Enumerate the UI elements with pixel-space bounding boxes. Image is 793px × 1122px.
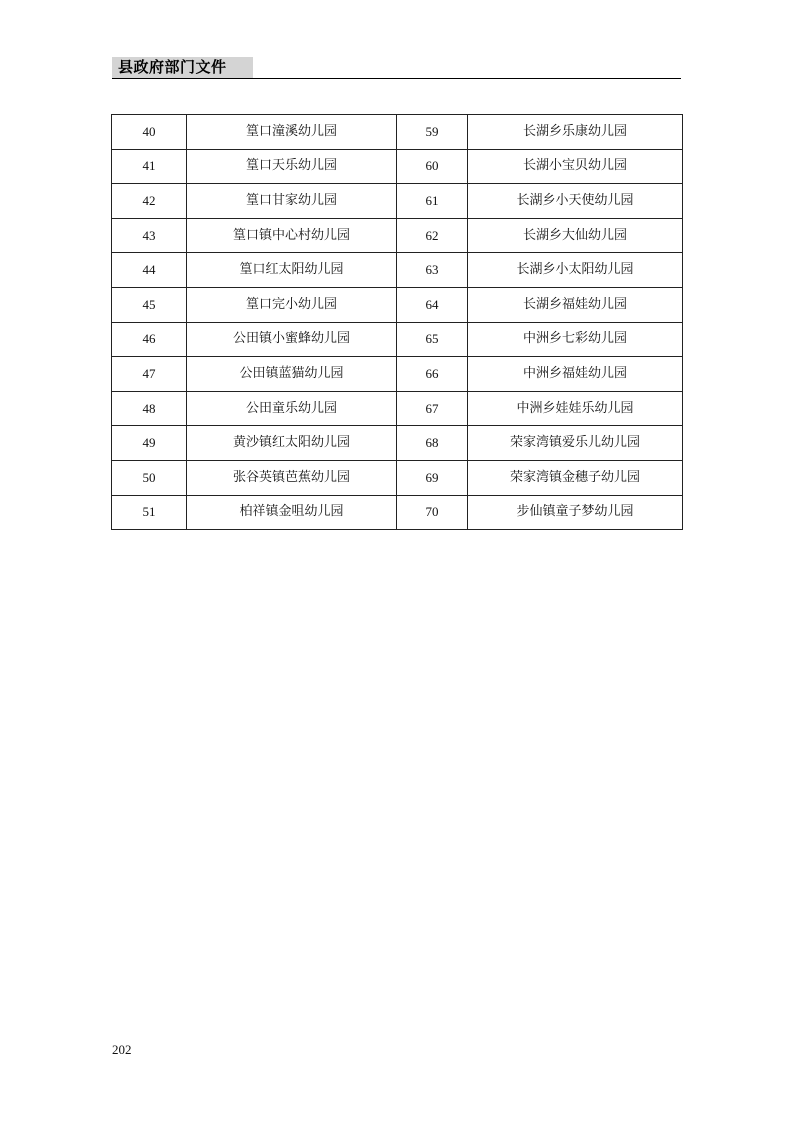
row-number-cell: 60 [397, 149, 468, 184]
kindergarten-name-cell: 篁口天乐幼儿园 [187, 149, 397, 184]
row-number-cell: 68 [397, 426, 468, 461]
kindergarten-name-cell: 柏祥镇金咀幼儿园 [187, 495, 397, 530]
table-row [112, 426, 683, 461]
row-number-cell: 51 [112, 495, 187, 530]
kindergarten-name-cell: 长湖小宝贝幼儿园 [468, 149, 683, 184]
kindergarten-name-cell: 中洲乡娃娃乐幼儿园 [468, 391, 683, 426]
kindergarten-name-cell: 长湖乡大仙幼儿园 [468, 218, 683, 253]
table-row [112, 115, 683, 150]
kindergarten-name-cell: 中洲乡福娃幼儿园 [468, 357, 683, 392]
row-number-cell: 50 [112, 460, 187, 495]
kindergarten-name-cell: 公田童乐幼儿园 [187, 391, 397, 426]
kindergarten-name-cell: 长湖乡小太阳幼儿园 [468, 253, 683, 288]
row-number-cell: 70 [397, 495, 468, 530]
table-row [112, 357, 683, 392]
row-number-cell: 45 [112, 287, 187, 322]
kindergarten-name-cell: 长湖乡乐康幼儿园 [468, 115, 683, 150]
row-number-cell: 47 [112, 357, 187, 392]
row-number-cell: 40 [112, 115, 187, 150]
table-row [112, 460, 683, 495]
kindergarten-name-cell: 篁口甘家幼儿园 [187, 184, 397, 219]
kindergarten-name-cell: 公田镇小蜜蜂幼儿园 [187, 322, 397, 357]
kindergarten-name-cell: 篁口潼溪幼儿园 [187, 115, 397, 150]
table-row [112, 322, 683, 357]
table-row [112, 184, 683, 219]
row-number-cell: 43 [112, 218, 187, 253]
row-number-cell: 42 [112, 184, 187, 219]
row-number-cell: 69 [397, 460, 468, 495]
kindergarten-name-cell: 荣家湾镇金穗子幼儿园 [468, 460, 683, 495]
row-number-cell: 49 [112, 426, 187, 461]
kindergarten-name-cell: 黄沙镇红太阳幼儿园 [187, 426, 397, 461]
header-title: 县政府部门文件 [118, 58, 227, 76]
kindergarten-table-body [112, 115, 683, 530]
table-row [112, 253, 683, 288]
table-row [112, 495, 683, 530]
kindergarten-name-cell: 张谷英镇芭蕉幼儿园 [187, 460, 397, 495]
kindergarten-name-cell: 长湖乡小天使幼儿园 [468, 184, 683, 219]
table-row [112, 218, 683, 253]
kindergarten-name-cell: 公田镇蓝猫幼儿园 [187, 357, 397, 392]
table-row [112, 391, 683, 426]
row-number-cell: 63 [397, 253, 468, 288]
row-number-cell: 46 [112, 322, 187, 357]
kindergarten-table [111, 114, 683, 530]
row-number-cell: 67 [397, 391, 468, 426]
kindergarten-name-cell: 篁口红太阳幼儿园 [187, 253, 397, 288]
row-number-cell: 44 [112, 253, 187, 288]
kindergarten-name-cell: 荣家湾镇爱乐儿幼儿园 [468, 426, 683, 461]
row-number-cell: 41 [112, 149, 187, 184]
table-row [112, 149, 683, 184]
row-number-cell: 61 [397, 184, 468, 219]
row-number-cell: 48 [112, 391, 187, 426]
kindergarten-name-cell: 中洲乡七彩幼儿园 [468, 322, 683, 357]
row-number-cell: 59 [397, 115, 468, 150]
kindergarten-name-cell: 步仙镇童子梦幼儿园 [468, 495, 683, 530]
document-header [112, 57, 681, 79]
row-number-cell: 62 [397, 218, 468, 253]
header-rule [112, 78, 681, 79]
row-number-cell: 65 [397, 322, 468, 357]
row-number-cell: 66 [397, 357, 468, 392]
page-number: 202 [112, 1042, 132, 1057]
kindergarten-name-cell: 长湖乡福娃幼儿园 [468, 287, 683, 322]
kindergarten-name-cell: 篁口完小幼儿园 [187, 287, 397, 322]
table-row [112, 287, 683, 322]
kindergarten-name-cell: 篁口镇中心村幼儿园 [187, 218, 397, 253]
row-number-cell: 64 [397, 287, 468, 322]
